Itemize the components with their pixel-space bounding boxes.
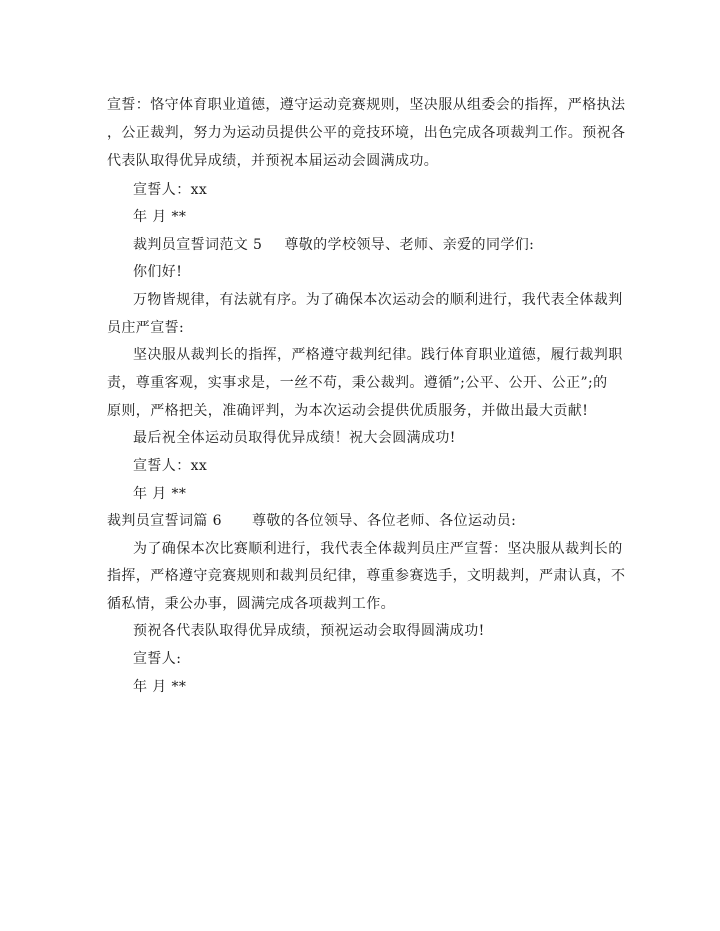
paragraph-line: 原则，严格把关，准确评判，为本次运动会提供优质服务，并做出最大贡献! — [107, 403, 589, 419]
paragraph-line: 最后祝全体运动员取得优异成绩！祝大会圆满成功! — [133, 430, 456, 446]
date-line: 年 月 ** — [133, 209, 187, 225]
paragraph-line: 代表队取得优异成绩，并预祝本届运动会圆满成功。 — [107, 153, 439, 169]
paragraph-line: 责，尊重客观，实事求是，一丝不苟，秉公裁判。遵循”;公平、公开、公正”;的 — [107, 375, 608, 391]
paragraph-line: 为了确保本次比赛顺利进行，我代表全体裁判员庄严宣誓：坚决服从裁判长的 — [133, 541, 623, 557]
paragraph-line: 员庄严宣誓: — [107, 320, 185, 336]
section-heading-6 — [107, 511, 615, 531]
date-line: 年 月 ** — [133, 486, 187, 502]
section-title: 裁判员宣誓词范文 5 — [133, 237, 263, 253]
paragraph-line: 宣誓：恪守体育职业道德，遵守运动竞赛规则，坚决服从组委会的指挥，严格执法 — [107, 97, 626, 113]
paragraph-line: 坚决服从裁判长的指挥，严格遵守裁判纪律。践行体育职业道德，履行裁判职 — [133, 347, 623, 363]
section-heading-5 — [133, 235, 615, 255]
greeting-line: 你们好! — [133, 264, 183, 280]
date-line: 年 月 ** — [133, 679, 187, 695]
oath-signer-line: 宣誓人：xx — [133, 458, 208, 474]
oath-signer-line: 宣誓人：xx — [133, 182, 208, 198]
salutation: 尊敬的各位领导、各位老师、各位运动员: — [251, 513, 517, 529]
paragraph-line: ，公正裁判，努力为运动员提供公平的竞技环境，出色完成各项裁判工作。预祝各 — [107, 125, 626, 141]
paragraph-line: 指挥，严格遵守竞赛规则和裁判员纪律，尊重参赛选手，文明裁判，严肃认真，不 — [107, 568, 626, 584]
salutation: 尊敬的学校领导、老师、亲爱的同学们: — [284, 237, 535, 253]
paragraph-line: 万物皆规律，有法就有序。为了确保本次运动会的顺利进行，我代表全体裁判 — [133, 292, 623, 308]
section-title: 裁判员宣誓词篇 6 — [107, 513, 222, 529]
paragraph-line: 预祝各代表队取得优异成绩，预祝运动会取得圆满成功! — [133, 623, 485, 639]
oath-signer-line: 宣誓人: — [133, 651, 182, 667]
paragraph-line: 循私情，秉公办事，圆满完成各项裁判工作。 — [107, 596, 395, 612]
